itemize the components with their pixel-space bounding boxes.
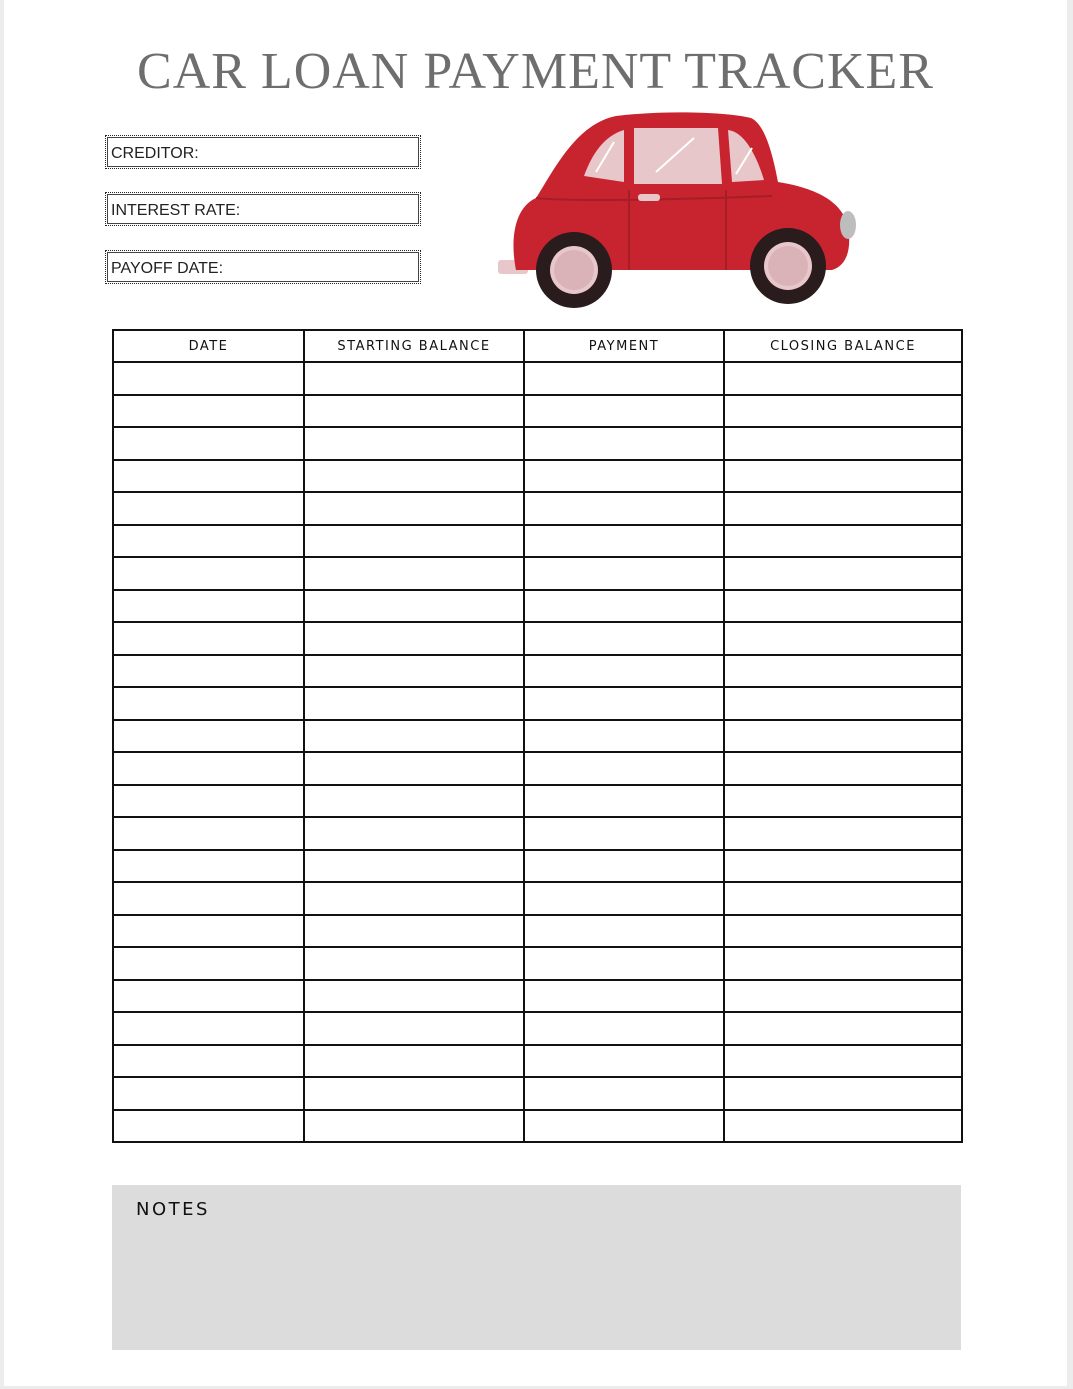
table-cell[interactable] xyxy=(304,525,524,558)
table-cell[interactable] xyxy=(113,362,304,395)
table-cell[interactable] xyxy=(304,687,524,720)
table-cell[interactable] xyxy=(524,1110,724,1143)
table-row xyxy=(113,525,962,558)
interest-rate-field[interactable] xyxy=(105,192,421,226)
table-cell[interactable] xyxy=(524,590,724,623)
payoff-date-label: PAYOFF DATE: xyxy=(111,260,224,277)
table-cell[interactable] xyxy=(113,395,304,428)
table-row xyxy=(113,720,962,753)
table-row xyxy=(113,655,962,688)
table-cell[interactable] xyxy=(304,395,524,428)
table-cell[interactable] xyxy=(304,947,524,980)
table-cell[interactable] xyxy=(724,980,962,1013)
table-cell[interactable] xyxy=(113,525,304,558)
table-cell[interactable] xyxy=(724,882,962,915)
table-row xyxy=(113,1110,962,1143)
table-row xyxy=(113,427,962,460)
table-cell[interactable] xyxy=(113,557,304,590)
table-cell[interactable] xyxy=(524,460,724,493)
table-cell[interactable] xyxy=(113,850,304,883)
table-row xyxy=(113,785,962,818)
payoff-date-field[interactable] xyxy=(105,250,421,284)
table-cell[interactable] xyxy=(524,1012,724,1045)
table-cell[interactable] xyxy=(524,1077,724,1110)
table-cell[interactable] xyxy=(524,492,724,525)
table-cell[interactable] xyxy=(524,817,724,850)
table-cell[interactable] xyxy=(524,525,724,558)
table-cell[interactable] xyxy=(724,362,962,395)
table-cell[interactable] xyxy=(724,947,962,980)
table-cell[interactable] xyxy=(724,395,962,428)
table-cell[interactable] xyxy=(304,492,524,525)
table-cell[interactable] xyxy=(724,427,962,460)
table-row xyxy=(113,915,962,948)
table-cell[interactable] xyxy=(524,362,724,395)
table-cell[interactable] xyxy=(113,785,304,818)
table-cell[interactable] xyxy=(724,525,962,558)
table-cell[interactable] xyxy=(113,1077,304,1110)
table-cell[interactable] xyxy=(524,557,724,590)
table-row xyxy=(113,492,962,525)
table-cell[interactable] xyxy=(304,362,524,395)
table-cell[interactable] xyxy=(724,850,962,883)
table-cell[interactable] xyxy=(724,785,962,818)
table-cell[interactable] xyxy=(304,817,524,850)
table-row xyxy=(113,557,962,590)
table-cell[interactable] xyxy=(304,1045,524,1078)
table-row xyxy=(113,460,962,493)
red-car-icon xyxy=(496,110,858,310)
table-cell[interactable] xyxy=(724,1077,962,1110)
table-cell[interactable] xyxy=(724,590,962,623)
table-cell[interactable] xyxy=(724,1045,962,1078)
table-cell[interactable] xyxy=(304,850,524,883)
table-cell[interactable] xyxy=(113,980,304,1013)
table-cell[interactable] xyxy=(304,427,524,460)
table-cell[interactable] xyxy=(724,492,962,525)
table-cell[interactable] xyxy=(113,947,304,980)
table-cell[interactable] xyxy=(304,980,524,1013)
payment-table xyxy=(112,329,963,1143)
table-cell[interactable] xyxy=(724,752,962,785)
table-cell[interactable] xyxy=(304,1012,524,1045)
table-cell[interactable] xyxy=(304,1110,524,1143)
table-cell[interactable] xyxy=(304,882,524,915)
table-cell[interactable] xyxy=(724,460,962,493)
table-cell[interactable] xyxy=(524,980,724,1013)
table-cell[interactable] xyxy=(304,915,524,948)
creditor-field[interactable] xyxy=(105,135,421,169)
page-title: CAR LOAN PAYMENT TRACKER xyxy=(137,43,934,100)
table-cell[interactable] xyxy=(304,752,524,785)
table-cell[interactable] xyxy=(724,557,962,590)
table-row xyxy=(113,622,962,655)
table-row xyxy=(113,850,962,883)
table-cell[interactable] xyxy=(304,655,524,688)
table-row xyxy=(113,1045,962,1078)
table-row xyxy=(113,395,962,428)
table-cell[interactable] xyxy=(113,655,304,688)
table-cell[interactable] xyxy=(524,687,724,720)
table-cell[interactable] xyxy=(524,1045,724,1078)
table-cell[interactable] xyxy=(524,655,724,688)
table-cell[interactable] xyxy=(524,395,724,428)
table-cell[interactable] xyxy=(524,915,724,948)
starting-balance-column-header: STARTING BALANCE xyxy=(304,330,524,362)
table-cell[interactable] xyxy=(113,1012,304,1045)
table-row xyxy=(113,980,962,1013)
table-cell[interactable] xyxy=(724,622,962,655)
table-cell[interactable] xyxy=(724,655,962,688)
table-cell[interactable] xyxy=(524,427,724,460)
table-cell[interactable] xyxy=(113,590,304,623)
table-cell[interactable] xyxy=(304,590,524,623)
table-cell[interactable] xyxy=(113,687,304,720)
table-cell[interactable] xyxy=(524,947,724,980)
table-cell[interactable] xyxy=(113,460,304,493)
table-cell[interactable] xyxy=(724,720,962,753)
table-cell[interactable] xyxy=(524,882,724,915)
table-cell[interactable] xyxy=(113,720,304,753)
table-row xyxy=(113,1012,962,1045)
table-row xyxy=(113,362,962,395)
creditor-label: CREDITOR: xyxy=(111,145,199,162)
notes-label: NOTES xyxy=(136,1199,210,1220)
table-header-row xyxy=(113,330,962,362)
table-row xyxy=(113,817,962,850)
table-row xyxy=(113,752,962,785)
table-cell[interactable] xyxy=(524,785,724,818)
table-row xyxy=(113,590,962,623)
table-cell[interactable] xyxy=(113,1045,304,1078)
table-cell[interactable] xyxy=(113,752,304,785)
table-cell[interactable] xyxy=(524,720,724,753)
table-row xyxy=(113,687,962,720)
table-cell[interactable] xyxy=(304,1077,524,1110)
table-cell[interactable] xyxy=(524,850,724,883)
table-cell[interactable] xyxy=(113,1110,304,1143)
table-cell[interactable] xyxy=(113,427,304,460)
table-cell[interactable] xyxy=(304,460,524,493)
interest-rate-label: INTEREST RATE: xyxy=(111,202,241,219)
table-cell[interactable] xyxy=(113,817,304,850)
table-cell[interactable] xyxy=(524,752,724,785)
table-cell[interactable] xyxy=(113,882,304,915)
table-cell[interactable] xyxy=(304,557,524,590)
notes-area[interactable] xyxy=(112,1185,961,1350)
table-cell[interactable] xyxy=(724,1012,962,1045)
table-cell[interactable] xyxy=(113,492,304,525)
table-cell[interactable] xyxy=(524,622,724,655)
table-cell[interactable] xyxy=(724,687,962,720)
table-body xyxy=(113,362,962,1142)
table-cell[interactable] xyxy=(304,622,524,655)
payment-column-header: PAYMENT xyxy=(524,330,724,362)
table-row xyxy=(113,947,962,980)
table-cell[interactable] xyxy=(113,915,304,948)
table-row xyxy=(113,882,962,915)
table-cell[interactable] xyxy=(304,785,524,818)
table-cell[interactable] xyxy=(724,915,962,948)
tracker-page xyxy=(4,0,1067,1386)
closing-balance-column-header: CLOSING BALANCE xyxy=(724,330,962,362)
table-cell[interactable] xyxy=(724,817,962,850)
table-row xyxy=(113,1077,962,1110)
table-cell[interactable] xyxy=(724,1110,962,1143)
date-column-header: DATE xyxy=(113,330,304,362)
table-cell[interactable] xyxy=(304,720,524,753)
table-cell[interactable] xyxy=(113,622,304,655)
